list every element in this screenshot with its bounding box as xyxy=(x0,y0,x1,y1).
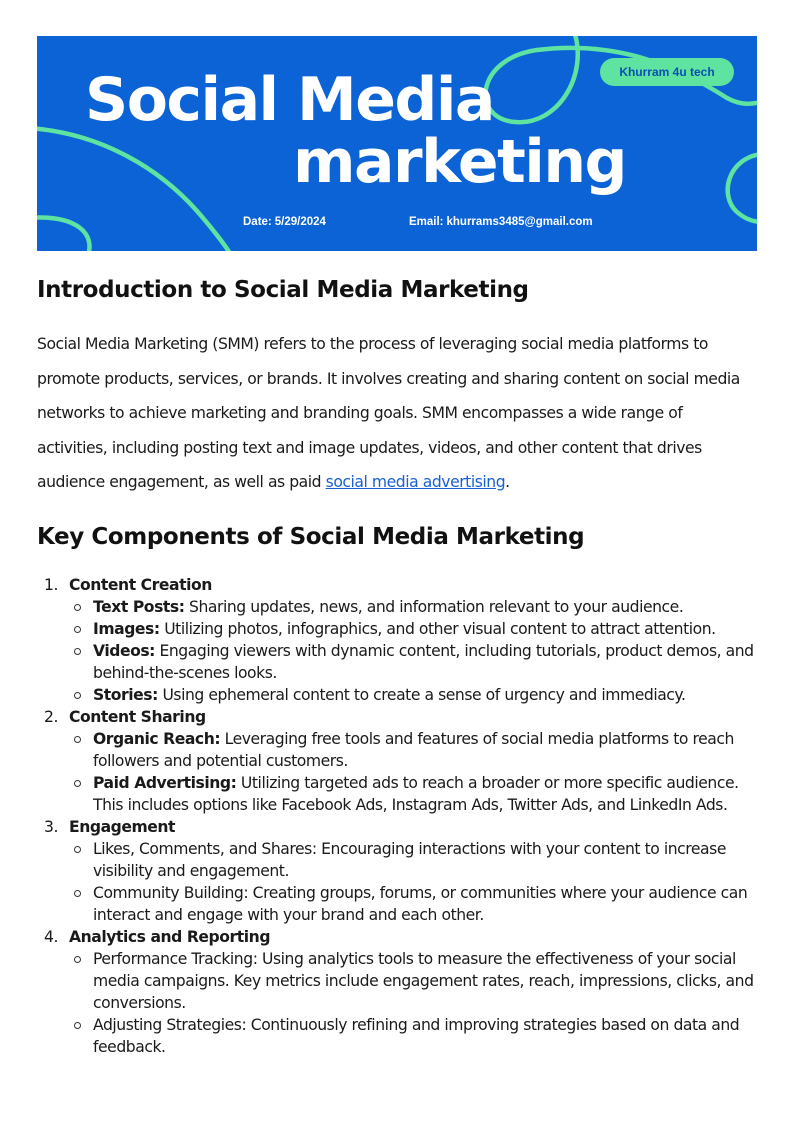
circle-bullet-icon xyxy=(74,604,81,611)
section-title: Content Creation xyxy=(69,576,212,594)
item-label: Stories: xyxy=(93,686,158,704)
list-item xyxy=(37,926,757,1058)
circle-bullet-icon xyxy=(74,846,81,853)
social-media-advertising-link[interactable]: social media advertising xyxy=(325,473,506,492)
item-label: Paid Advertising: xyxy=(93,774,237,792)
header-banner xyxy=(37,36,757,251)
circle-bullet-icon xyxy=(74,626,81,633)
item-label: Videos: xyxy=(93,642,155,660)
circle-bullet-icon xyxy=(74,780,81,787)
banner-title-line2: marketing xyxy=(293,127,626,197)
intro-heading: Introduction to Social Media Marketing xyxy=(37,277,529,303)
sub-list xyxy=(69,728,757,816)
section-title: Engagement xyxy=(69,818,176,836)
banner-date xyxy=(243,216,326,228)
circle-bullet-icon xyxy=(74,736,81,743)
intro-paragraph xyxy=(37,327,757,500)
item-text: Engaging viewers with dynamic content, including tutorials, product demos, and behind-the-scenes looks. xyxy=(93,642,754,682)
item-text: Using ephemeral content to create a sense of urgency and immediacy. xyxy=(157,686,686,704)
sub-list xyxy=(69,838,757,926)
sub-list xyxy=(69,948,757,1058)
brand-badge: Khurram 4u tech xyxy=(600,58,734,86)
section-title: Content Sharing xyxy=(69,708,206,726)
item-text: Community Building: Creating groups, forums, or communities where your audience can interact and engage with your brand and each other. xyxy=(93,884,748,924)
date-label: Date: xyxy=(243,216,272,228)
sub-list-item xyxy=(69,618,757,640)
sub-list-item xyxy=(69,772,757,816)
key-components-list xyxy=(37,574,757,1058)
circle-bullet-icon xyxy=(74,890,81,897)
sub-list-item xyxy=(69,728,757,772)
circle-bullet-icon xyxy=(74,648,81,655)
circle-bullet-icon xyxy=(74,1022,81,1029)
email-value: khurrams3485@gmail.com xyxy=(446,216,593,228)
banner-title-line1: Social Media xyxy=(85,65,494,135)
item-text: Leveraging free tools and features of social media platforms to reach followers and potential customers. xyxy=(93,730,734,770)
item-text: Sharing updates, news, and information relevant to your audience. xyxy=(184,598,684,616)
item-text: Likes, Comments, and Shares: Encouraging interactions with your content to increase visibility and engagement. xyxy=(93,840,726,880)
email-label: Email: xyxy=(409,216,444,228)
item-label: Organic Reach: xyxy=(93,730,221,748)
list-item xyxy=(37,816,757,926)
sub-list-item xyxy=(69,684,757,706)
item-text: Adjusting Strategies: Continuously refining and improving strategies based on data and feedback. xyxy=(93,1016,740,1056)
intro-after-link: . xyxy=(505,473,510,492)
circle-bullet-icon xyxy=(74,956,81,963)
banner-email xyxy=(409,216,593,228)
sub-list-item xyxy=(69,948,757,1014)
sub-list-item xyxy=(69,1014,757,1058)
item-number: 4. xyxy=(44,928,58,946)
item-label: Text Posts: xyxy=(93,598,185,616)
item-number: 2. xyxy=(44,708,58,726)
item-number: 3. xyxy=(44,818,58,836)
item-text: Utilizing targeted ads to reach a broader or more specific audience. This includes options like Facebook Ads, Instagram Ads, Twitter Ads, and LinkedIn Ads. xyxy=(93,774,739,814)
item-text: Utilizing photos, infographics, and other visual content to attract attention. xyxy=(159,620,716,638)
item-label: Images: xyxy=(93,620,160,638)
item-text: Performance Tracking: Using analytics tools to measure the effectiveness of your social media campaigns. Key metrics include engagement rates, reach, impressions, clicks, and conversions. xyxy=(93,950,754,1012)
list-item xyxy=(37,574,757,706)
date-value: 5/29/2024 xyxy=(274,216,326,228)
item-number: 1. xyxy=(44,576,58,594)
circle-bullet-icon xyxy=(74,692,81,699)
section-title: Analytics and Reporting xyxy=(69,928,271,946)
sub-list-item xyxy=(69,640,757,684)
sub-list xyxy=(69,596,757,706)
sub-list-item xyxy=(69,596,757,618)
list-item xyxy=(37,706,757,816)
sub-list-item xyxy=(69,882,757,926)
intro-body: Social Media Marketing (SMM) refers to the process of leveraging social media platforms to promote products, services, or brands. It involves creating and sharing content on social media networks to achieve marketing and branding goals. SMM encompasses a wide range of activities, including posting text and image updates, videos, and other content that drives audience engagement, as well as paid xyxy=(37,335,740,492)
sub-list-item xyxy=(69,838,757,882)
key-components-heading: Key Components of Social Media Marketing xyxy=(37,524,585,550)
